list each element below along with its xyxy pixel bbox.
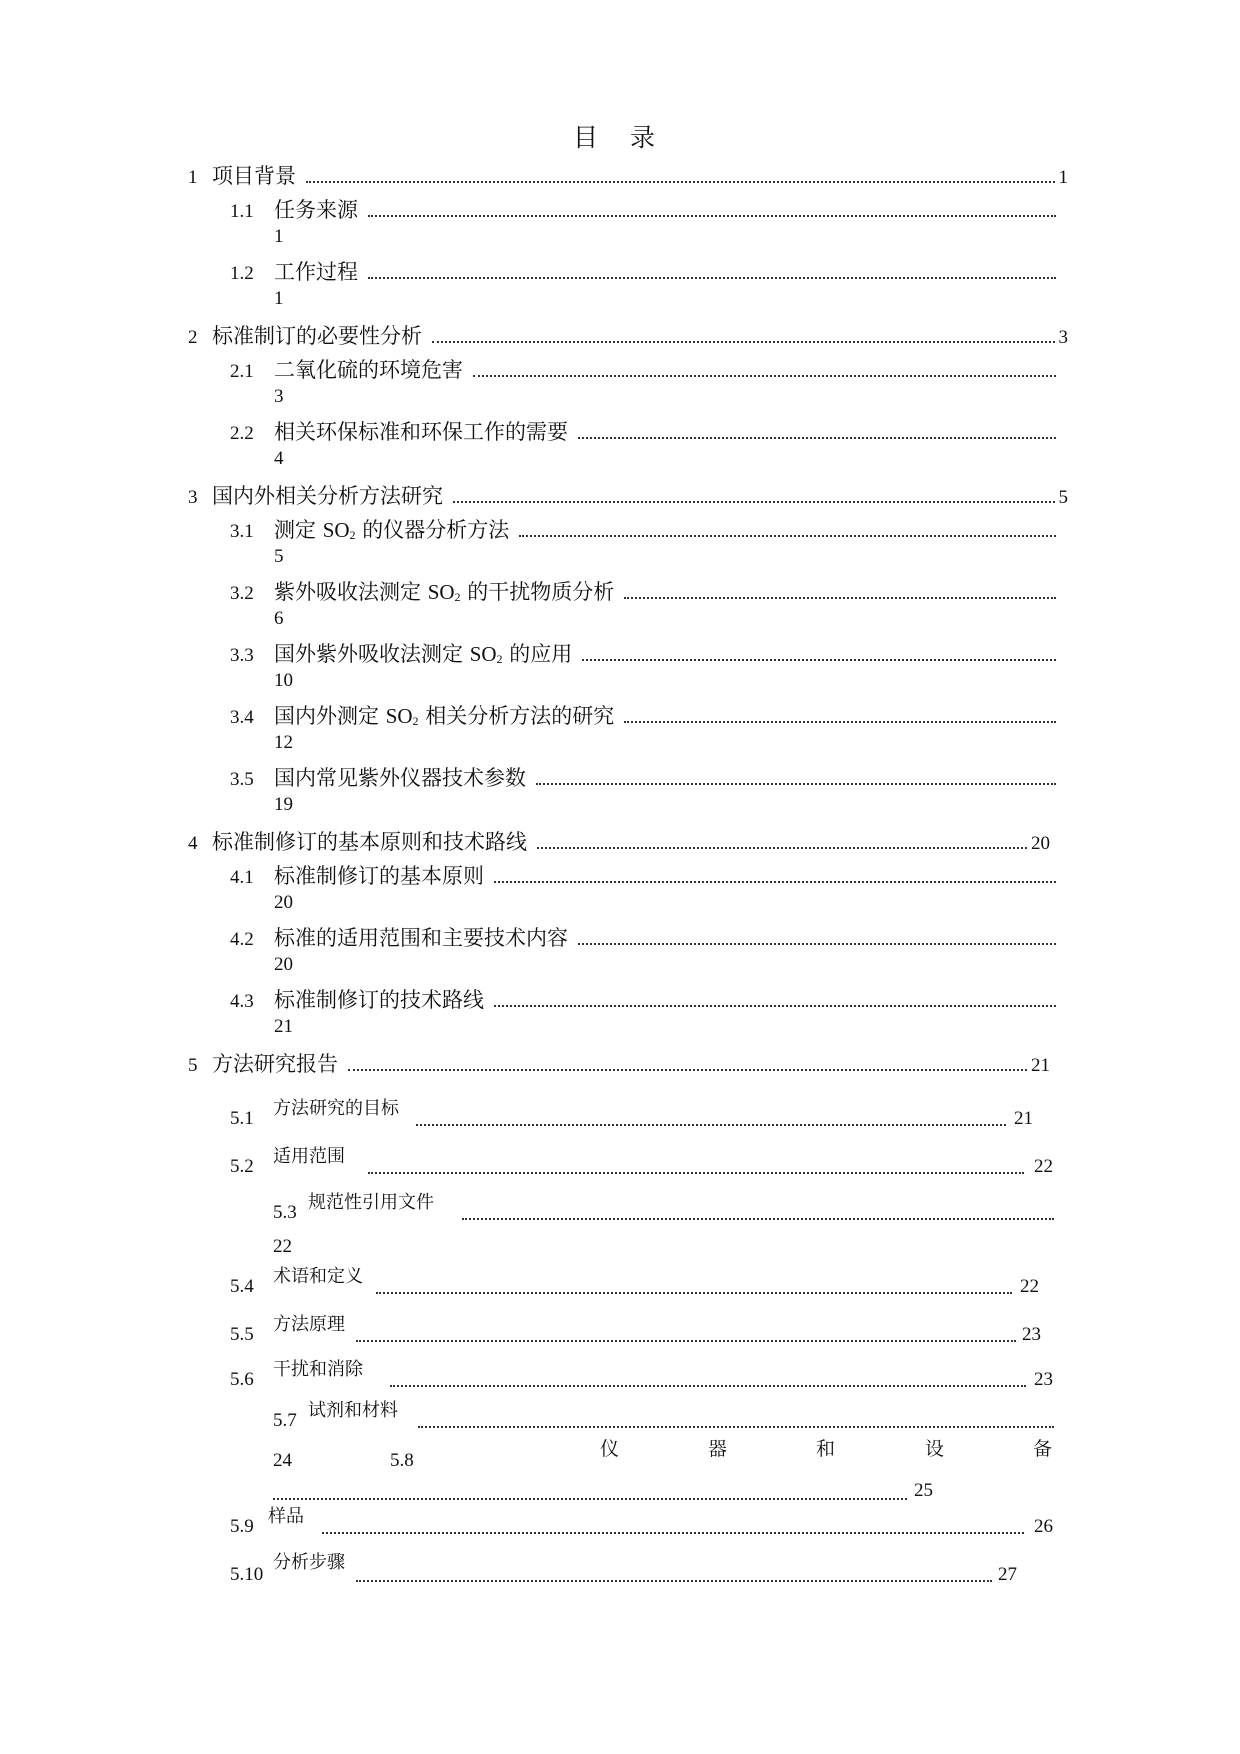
toc-entry-1-1[interactable] [230,194,1060,224]
leader-dots [537,845,1027,849]
section-title[interactable]: 样品 [268,1506,304,1527]
title-text: 紫外吸收法测定 [274,580,428,604]
section-title-char: 和 [816,1438,836,1460]
section-number: 3.2 [230,583,254,604]
section-title[interactable]: 试剂和材料 [308,1400,398,1421]
section-title: 标准制修订的基本原则和技术路线 [212,830,527,854]
page-number: 21 [1031,1055,1050,1076]
section-number: 5.9 [230,1516,254,1537]
toc-entry-3-1[interactable] [230,514,1060,544]
page-number: 3 [274,386,284,407]
section-title: 标准制订的必要性分析 [212,324,422,348]
leader-dots [348,1067,1027,1071]
section-title-char: 器 [708,1438,728,1460]
page-number: 23 [1022,1324,1041,1345]
page-number: 26 [1034,1516,1053,1537]
section-title: 国内外相关分析方法研究 [212,484,443,508]
page-number: 5 [274,546,284,567]
section-number: 5.1 [230,1108,254,1129]
title-text: 的干扰物质分析 [460,580,615,604]
leader-dots [390,1385,1026,1387]
section-number: 1.2 [230,263,254,284]
section-title: 工作过程 [274,260,358,284]
page-number: 23 [1034,1369,1053,1390]
leader-dots [432,339,1055,343]
title-text: 的仪器分析方法 [355,518,510,542]
page-number: 12 [274,732,293,753]
section-title: 任务来源 [274,198,358,222]
leader-dots [494,879,1056,883]
section-number: 5.6 [230,1369,254,1390]
page-number: 21 [1014,1108,1033,1129]
page-number: 22 [1020,1276,1039,1297]
leader-dots [368,275,1056,279]
section-number: 4.3 [230,991,254,1012]
title-text: 测定 [274,518,323,542]
section-title: 国内常见紫外仪器技术参数 [274,766,526,790]
section-title[interactable]: 分析步骤 [273,1552,345,1573]
page-number: 1 [1058,167,1068,188]
chem-formula: SO [427,580,455,604]
toc-entry-5[interactable] [188,1048,1050,1078]
section-title[interactable]: 方法原理 [273,1314,345,1335]
leader-dots [473,373,1056,377]
chem-formula: SO [469,642,497,666]
section-number: 2.1 [230,361,254,382]
section-number: 5.8 [390,1450,414,1471]
section-number: 5.4 [230,1276,254,1297]
title-text: 的应用 [502,642,573,666]
toc-entry-1[interactable] [188,160,1068,190]
toc-entry-3[interactable] [188,480,1068,510]
page-number: 19 [274,794,293,815]
section-title-char: 设 [925,1438,945,1460]
page-number: 27 [998,1564,1017,1585]
section-title[interactable]: 适用范围 [273,1146,345,1167]
section-number: 4.2 [230,929,254,950]
section-number: 3.5 [230,769,254,790]
section-number: 5.2 [230,1156,254,1177]
chem-formula: SO [385,704,413,728]
leader-dots [376,1292,1012,1294]
section-title: 二氧化硫的环境危害 [274,358,463,382]
toc-title: 目 录 [573,123,667,152]
toc-entry-2-1[interactable] [230,354,1060,384]
leader-dots [494,1003,1056,1007]
section-number: 2.2 [230,423,254,444]
section-title: 项目背景 [212,164,296,188]
section-number: 3 [188,487,198,508]
page-number: 1 [274,288,284,309]
section-number: 1 [188,167,198,188]
chem-subscript: 2 [412,714,419,728]
section-title: 方法研究报告 [212,1052,338,1076]
toc-entry-3-5[interactable] [230,762,1060,792]
leader-dots [536,781,1056,785]
section-title[interactable]: 干扰和消除 [273,1359,363,1380]
section-title: 标准制修订的基本原则 [274,864,484,888]
leader-dots [273,1498,907,1500]
section-number: 3.3 [230,645,254,666]
leader-dots [322,1532,1024,1534]
toc-entry-2-2[interactable] [230,416,1060,446]
page-number: 20 [274,954,293,975]
toc-entry-4-3[interactable] [230,984,1060,1014]
page-number: 4 [274,448,284,469]
leader-dots [578,941,1056,945]
toc-entry-4-1[interactable] [230,860,1060,890]
leader-dots [416,1124,1006,1126]
title-text: 国内外测定 [274,704,386,728]
toc-entry-4-2[interactable] [230,922,1060,952]
leader-dots [462,1218,1054,1220]
toc-entry-4[interactable] [188,826,1050,856]
leader-dots [306,179,1055,183]
section-title[interactable]: 规范性引用文件 [308,1192,434,1213]
section-title-char[interactable]: 仪 [600,1438,620,1460]
title-text: 相关分析方法的研究 [418,704,615,728]
section-number: 5.7 [273,1410,297,1431]
page-number: 25 [914,1480,933,1501]
leader-dots [368,213,1056,217]
section-number: 3.4 [230,707,254,728]
page-number: 6 [274,608,284,629]
leader-dots [418,1426,1054,1428]
section-title-char: 备 [1033,1438,1053,1460]
section-number: 5.10 [230,1564,264,1585]
section-number: 5 [188,1055,198,1076]
leader-dots [578,435,1056,439]
leader-dots [519,533,1056,537]
page-number: 20 [274,892,293,913]
section-title: 标准的适用范围和主要技术内容 [274,926,568,950]
section-title [274,576,614,606]
leader-dots [356,1580,992,1582]
page-number: 21 [274,1016,293,1037]
page-number: 10 [274,670,293,691]
leader-dots [368,1172,1024,1174]
section-title [274,514,509,544]
toc-entry-3-4[interactable] [230,700,1060,730]
section-number: 5.3 [273,1202,297,1223]
leader-dots [624,719,1056,723]
section-title [274,700,614,730]
toc-entry-3-2[interactable] [230,576,1060,606]
title-text: 国外紫外吸收法测定 [274,642,470,666]
section-title [274,638,572,668]
leader-dots [453,499,1055,503]
toc-entry-3-3[interactable] [230,638,1060,668]
section-title: 标准制修订的技术路线 [274,988,484,1012]
toc-entry-1-2[interactable] [230,256,1060,286]
page-number: 3 [1058,327,1068,348]
chem-subscript: 2 [454,590,461,604]
chem-formula: SO [322,518,350,542]
section-title: 相关环保标准和环保工作的需要 [274,420,568,444]
section-number: 5.5 [230,1324,254,1345]
section-title[interactable]: 方法研究的目标 [273,1098,399,1119]
section-number: 4.1 [230,867,254,888]
section-title[interactable]: 术语和定义 [273,1266,363,1287]
leader-dots [356,1340,1016,1342]
section-number: 2 [188,327,198,348]
toc-entry-2[interactable] [188,320,1068,350]
page-number: 22 [273,1236,292,1257]
section-number: 3.1 [230,521,254,542]
section-number: 1.1 [230,201,254,222]
chem-subscript: 2 [496,652,503,666]
page-number: 20 [1031,833,1050,854]
page-number: 1 [274,226,284,247]
leader-dots [582,657,1056,661]
page-number: 5 [1058,487,1068,508]
page-number: 22 [1034,1156,1053,1177]
chem-subscript: 2 [349,528,356,542]
section-number: 4 [188,833,198,854]
leader-dots [624,595,1056,599]
page-number: 24 [273,1450,292,1471]
